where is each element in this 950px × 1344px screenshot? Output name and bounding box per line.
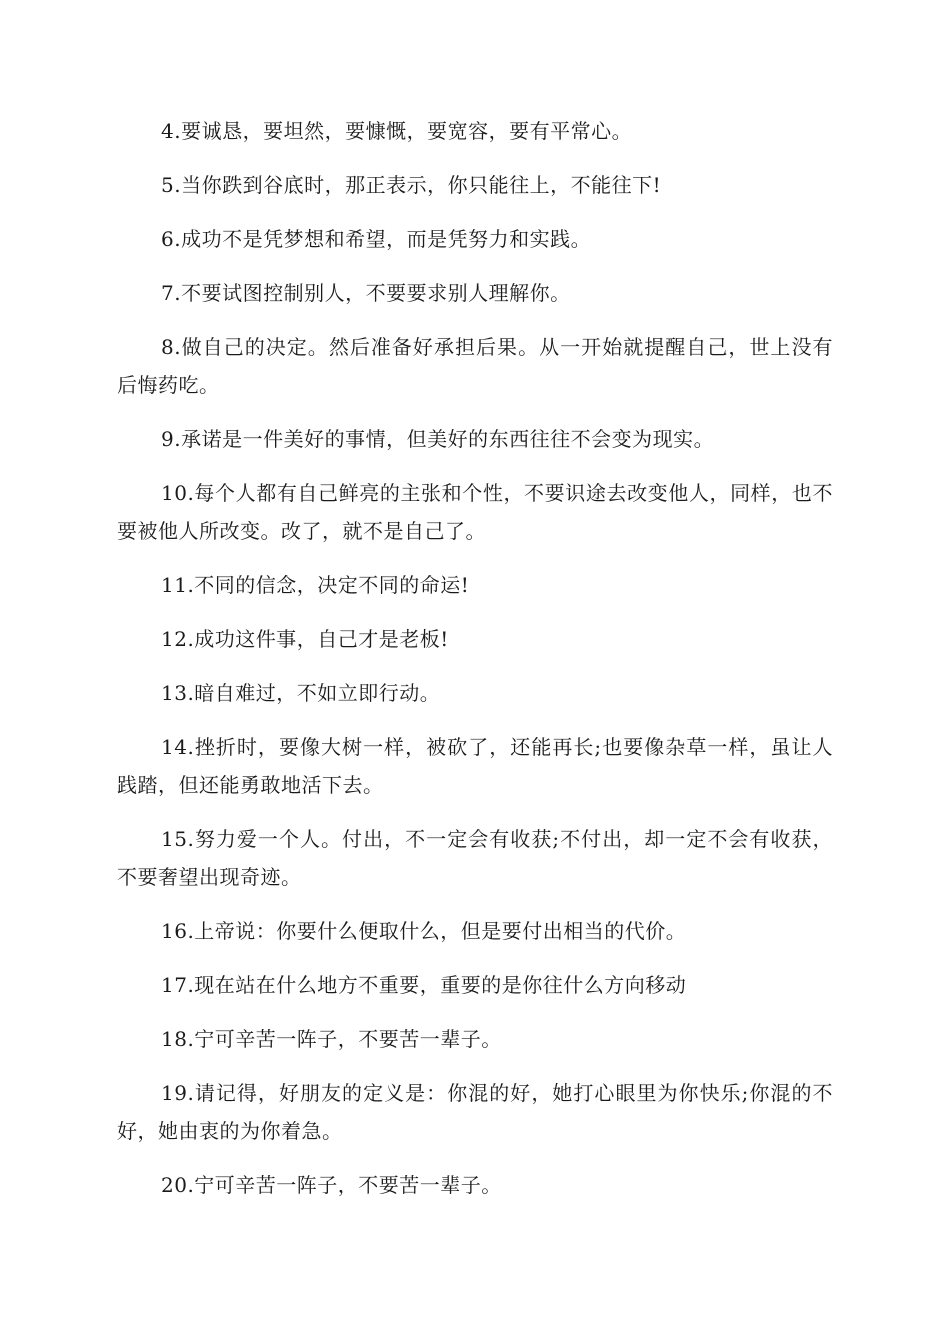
paragraph-5: 5.当你跌到谷底时，那正表示，你只能往上，不能往下! <box>161 173 662 197</box>
paragraph-4: 4.要诚恳，要坦然，要慷慨，要宽容，要有平常心。 <box>161 119 633 143</box>
paragraph-7: 7.不要试图控制别人，不要要求别人理解你。 <box>161 281 571 305</box>
paragraph-18: 18.宁可辛苦一阵子，不要苦一辈子。 <box>161 1027 502 1051</box>
paragraph-16: 16.上帝说：你要什么便取什么，但是要付出相当的代价。 <box>161 919 687 943</box>
paragraph-6: 6.成功不是凭梦想和希望，而是凭努力和实践。 <box>161 227 592 251</box>
paragraph-8: 8.做自己的决定。然后准备好承担后果。从一开始就提醒自己，世上没有后悔药吃。 <box>117 335 833 397</box>
paragraph-14: 14.挫折时，要像大树一样，被砍了，还能再长;也要像杂草一样，虽让人践踏，但还能勇敢地活下去。 <box>117 735 833 797</box>
paragraph-19: 19.请记得，好朋友的定义是：你混的好，她打心眼里为你快乐;你混的不好，她由衷的为你着急。 <box>117 1081 833 1143</box>
paragraph-15: 15.努力爱一个人。付出，不一定会有收获;不付出，却一定不会有收获，不要奢望出现奇迹。 <box>117 827 833 889</box>
paragraph-17: 17.现在站在什么地方不重要，重要的是你往什么方向移动 <box>161 973 687 997</box>
paragraph-9: 9.承诺是一件美好的事情，但美好的东西往往不会变为现实。 <box>161 427 715 451</box>
paragraph-20: 20.宁可辛苦一阵子，不要苦一辈子。 <box>161 1173 502 1197</box>
paragraph-12: 12.成功这件事，自己才是老板! <box>161 627 449 651</box>
paragraph-11: 11.不同的信念，决定不同的命运! <box>161 573 470 597</box>
paragraph-13: 13.暗自难过，不如立即行动。 <box>161 681 441 705</box>
paragraph-10: 10.每个人都有自己鲜亮的主张和个性，不要识途去改变他人，同样，也不要被他人所改变。改了，就不是自己了。 <box>117 481 833 543</box>
document-body <box>117 112 833 1220</box>
